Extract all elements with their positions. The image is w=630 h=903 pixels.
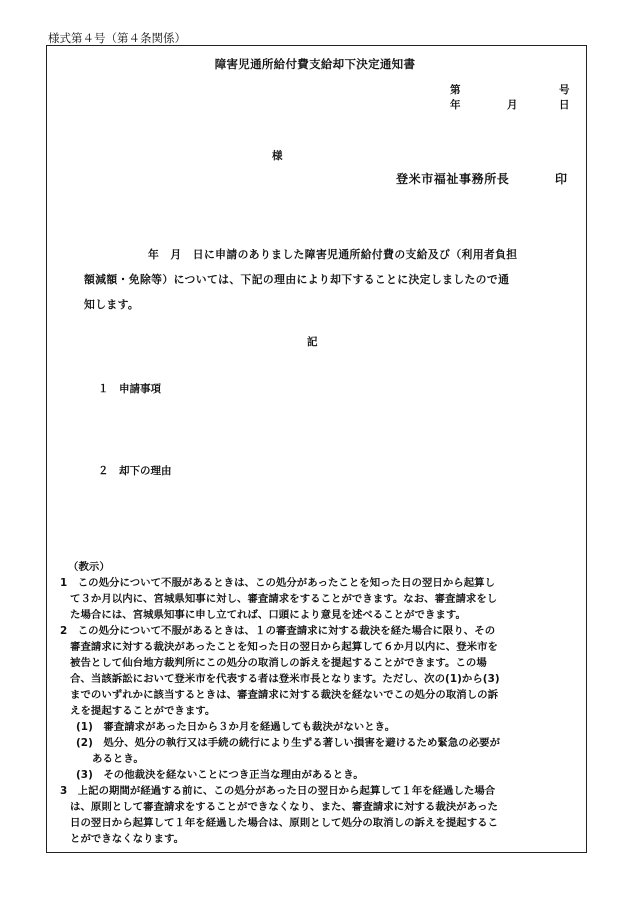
issuer-name: 登米市福祉事務所長 (396, 172, 510, 186)
notice-line: 3 上記の期間が経過する前に、この処分があった日の翌日から起算して１年を経過した場合 (60, 785, 496, 797)
addressee-suffix: 様 (272, 150, 283, 162)
notice-heading: （教示） (68, 561, 110, 573)
notice-line: 合、当該訴訟において登米市を代表する者は登米市長となります。ただし、次の(1)から(3) (70, 673, 500, 685)
body-line: 知します。 (84, 298, 140, 311)
notice-line: (3) その他裁決を経ないことにつき正当な理由があるとき。 (76, 769, 364, 781)
notice-line: (2) 処分、処分の執行又は手続の続行により生ずる著しい損害を避けるため緊急の必要が (76, 737, 501, 749)
date-year: 年 (450, 99, 461, 111)
date-day: 日 (559, 99, 570, 111)
body-line: 年 月 日に申請のありました障害児通所給付費の支給及び（利用者負担 (148, 248, 518, 261)
notice-line: までのいずれかに該当するときは、審査請求に対する裁決を経ないでこの処分の取消しの訴 (70, 689, 499, 701)
notice-line: た場合には、宮城県知事に申し立てれば、口頭により意見を述べることができます。 (70, 609, 466, 621)
notice-line: えを提起することができます。 (70, 705, 216, 717)
notice-line: (1) 審査請求があった日から３か月を経過しても裁決がないとき。 (76, 721, 396, 733)
body-line: 額減額・免除等）については、下記の理由により却下することに決定しましたので通 (84, 273, 510, 286)
notice-line: あるとき。 (92, 753, 144, 765)
number-suffix: 号 (559, 84, 570, 96)
item-reason: ２ 却下の理由 (98, 465, 172, 477)
notice-line: 審査請求に対する裁決があったことを知った日の翌日から起算して６か月以内に、登米市を (70, 641, 498, 653)
notice-line: 被告として仙台地方裁判所にこの処分の取消しの訴えを提起することができます。この場 (70, 657, 487, 669)
notice-line: 2 この処分について不服があるときは、１の審査請求に対する裁決を経た場合に限り、その (60, 625, 496, 637)
notice-line: 日の翌日から起算して１年を経過した場合は、原則として処分の取消しの訴えを提起するこ (70, 817, 499, 829)
notice-line: て３か月以内に、宮城県知事に対し、審査請求をすることができます。なお、審査請求をし (70, 593, 498, 605)
item-application: １ 申請事項 (98, 383, 161, 395)
number-label: 第 (450, 84, 461, 96)
seal-mark: 印 (555, 172, 568, 186)
notice-line: とができなくなります。 (70, 833, 185, 845)
form-number: 様式第４号（第４条関係） (48, 31, 186, 45)
date-month: 月 (507, 99, 518, 111)
ki-heading: 記 (307, 336, 318, 348)
notice-line: は、原則として審査請求をすることができなくなり、また、審査請求に対する裁決があった (70, 801, 498, 813)
notice-line: 1 この処分について不服があるときは、この処分があったことを知った日の翌日から起算し (60, 577, 496, 589)
document-title: 障害児通所給付費支給却下決定通知書 (214, 57, 416, 71)
